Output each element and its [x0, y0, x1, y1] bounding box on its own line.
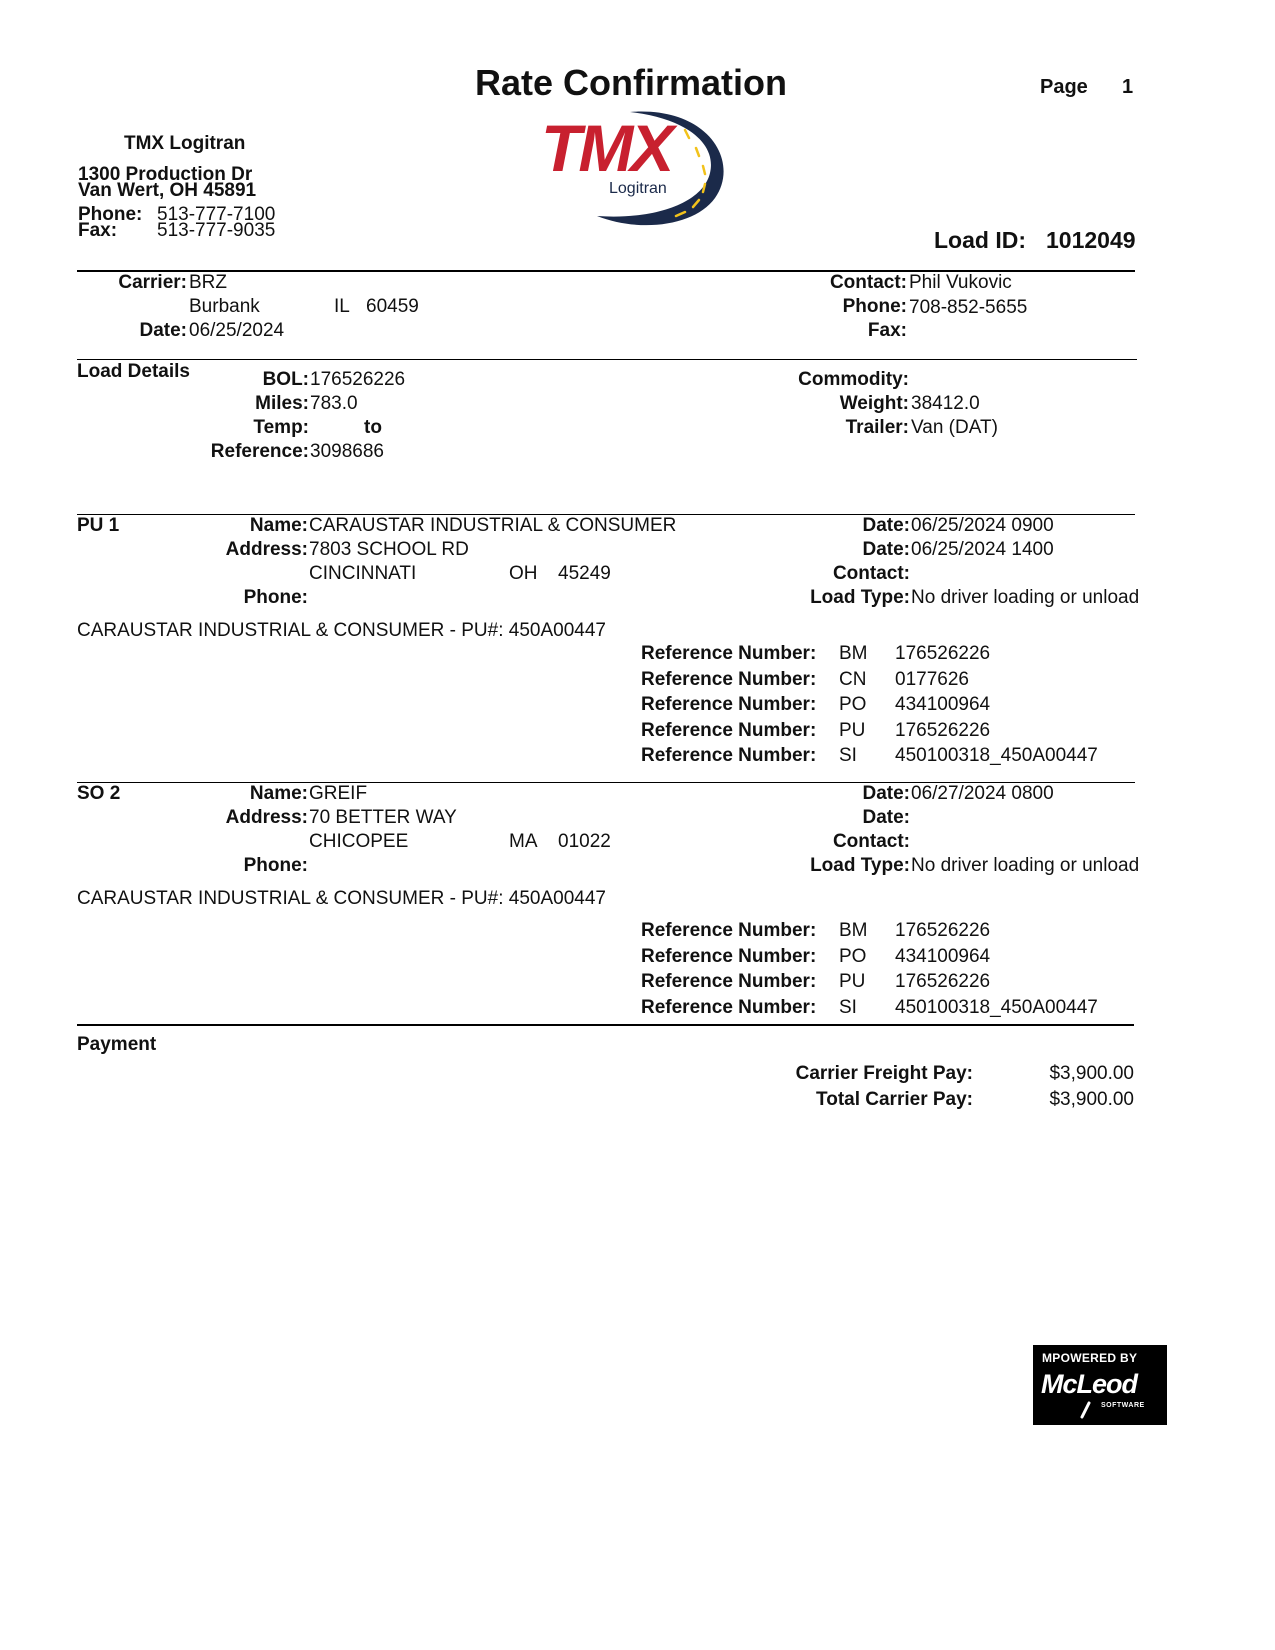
badge-slash-icon	[1077, 1401, 1095, 1419]
company-fax-label: Fax:	[78, 220, 118, 241]
reference-value: 450100318_450A00447	[895, 996, 1098, 1018]
reference-row	[641, 694, 1121, 720]
contact-label: Contact:	[829, 272, 907, 293]
pu1-name-label: Name:	[249, 515, 308, 536]
reference-label: Reference Number:	[641, 694, 817, 715]
pu1-note: CARAUSTAR INDUSTRIAL & CONSUMER - PU#: 450A00447	[77, 620, 606, 641]
so2-address: 70 BETTER WAY	[309, 807, 457, 828]
reference-code: CN	[839, 668, 867, 690]
page-title: Rate Confirmation	[475, 62, 788, 103]
miles-label: Miles:	[255, 393, 309, 414]
reference-code: PU	[839, 719, 866, 741]
carrier-state: IL	[334, 296, 350, 317]
so2-name-label: Name:	[249, 783, 308, 804]
contact-name: Phil Vukovic	[909, 272, 1012, 293]
reference-label: Reference Number:	[641, 643, 817, 664]
reference-row	[641, 920, 1121, 946]
reference-label: Reference Number:	[641, 745, 817, 766]
company-fax: 513-777-9035	[157, 220, 276, 241]
freight-pay-label: Carrier Freight Pay:	[795, 1063, 973, 1084]
carrier-fax-label: Fax:	[867, 320, 907, 341]
temp-to: to	[364, 417, 382, 438]
reference-row	[641, 669, 1121, 695]
pu1-date1-label: Date:	[862, 515, 910, 536]
carrier-city: Burbank	[189, 296, 260, 317]
total-pay-value: $3,900.00	[1049, 1089, 1134, 1110]
carrier-label: Carrier:	[118, 272, 187, 293]
bol-value: 176526226	[310, 369, 406, 390]
pu1-loadtype-label: Load Type:	[810, 587, 910, 608]
so2-address-label: Address:	[225, 807, 308, 828]
company-address-line1: 1300 Production Dr	[78, 164, 253, 185]
company-phone: 513-777-7100	[157, 204, 276, 225]
reference-label: Reference Number:	[641, 996, 817, 1018]
pu1-city: CINCINNATI	[309, 563, 417, 584]
so2-date1-label: Date:	[862, 783, 910, 804]
page-label: Page	[1040, 76, 1088, 98]
weight-value: 38412.0	[911, 393, 980, 414]
load-id-label: Load ID:	[934, 227, 1026, 253]
freight-pay-value: $3,900.00	[1049, 1063, 1134, 1084]
load-details-heading: Load Details	[77, 361, 190, 382]
weight-label: Weight:	[839, 393, 909, 414]
reference-label: Reference Number:	[641, 971, 817, 992]
reference-value: 0177626	[895, 668, 969, 690]
reference-code: PO	[839, 694, 867, 715]
logo-wordmark: TMX	[541, 111, 672, 185]
reference-label: Reference Number:	[641, 920, 817, 941]
reference-value: 434100964	[895, 694, 991, 715]
carrier-phone: 708-852-5655	[909, 297, 1028, 318]
total-pay-label: Total Carrier Pay:	[816, 1089, 973, 1110]
so2-name: GREIF	[309, 783, 368, 804]
pu1-contact-label: Contact:	[832, 563, 910, 584]
pu1-loadtype: No driver loading or unload	[911, 587, 1140, 608]
pu1-date1: 06/25/2024 0900	[911, 515, 1054, 536]
tmx-logo	[535, 108, 735, 233]
pu1-address: 7803 SCHOOL RD	[309, 539, 469, 560]
stop-code-pu1: PU 1	[77, 515, 120, 536]
reference-label: Reference Number:	[641, 945, 817, 967]
pu1-reference-list	[641, 643, 1121, 771]
reference-label: Reference Number:	[641, 668, 817, 690]
so2-loadtype: No driver loading or unload	[911, 855, 1140, 876]
stop-code-so2: SO 2	[77, 783, 121, 804]
carrier-phone-label: Phone:	[842, 296, 907, 317]
so2-reference-list	[641, 920, 1121, 1022]
reference-code: BM	[839, 643, 868, 664]
reference-value: 450100318_450A00447	[895, 745, 1098, 766]
so2-zip: 01022	[558, 831, 611, 852]
badge-brand: McLeod	[1041, 1369, 1138, 1399]
reference-row	[641, 997, 1121, 1023]
payment-heading: Payment	[77, 1034, 157, 1055]
reference-code: SI	[839, 745, 857, 766]
miles-value: 783.0	[310, 393, 358, 414]
so2-note: CARAUSTAR INDUSTRIAL & CONSUMER - PU#: 450A00447	[77, 888, 606, 909]
carrier-date: 06/25/2024	[189, 320, 285, 341]
company-phone-label: Phone:	[78, 204, 143, 225]
so2-date1: 06/27/2024 0800	[911, 783, 1054, 804]
reference-code: SI	[839, 996, 857, 1018]
pu1-state: OH	[509, 563, 538, 584]
carrier-zip: 60459	[366, 296, 419, 317]
trailer-value: Van (DAT)	[911, 417, 998, 438]
reference-row	[641, 643, 1121, 669]
logo-subtitle: Logitran	[609, 180, 667, 197]
carrier-date-label: Date:	[139, 320, 187, 341]
reference-value: 176526226	[895, 719, 991, 741]
so2-state: MA	[509, 831, 538, 852]
reference-row	[641, 720, 1121, 746]
reference-code: BM	[839, 920, 868, 941]
temp-label: Temp:	[253, 417, 309, 438]
so2-city: CHICOPEE	[309, 831, 409, 852]
page-number: 1	[1122, 76, 1134, 98]
commodity-label: Commodity:	[798, 369, 909, 390]
pu1-phone-label: Phone:	[243, 587, 308, 608]
pu1-date2-label: Date:	[862, 539, 910, 560]
pu1-address-label: Address:	[225, 539, 308, 560]
so2-loadtype-label: Load Type:	[810, 855, 910, 876]
pu1-date2: 06/25/2024 1400	[911, 539, 1054, 560]
reference-value: 434100964	[895, 945, 991, 967]
pu1-zip: 45249	[558, 563, 611, 584]
trailer-label: Trailer:	[845, 417, 909, 438]
pu1-name: CARAUSTAR INDUSTRIAL & CONSUMER	[309, 515, 677, 536]
reference-row	[641, 745, 1121, 771]
badge-top-text: MPOWERED BY	[1042, 1351, 1138, 1365]
load-id-value: 1012049	[1046, 227, 1136, 253]
reference-code: PO	[839, 945, 867, 967]
badge-sub: SOFTWARE	[1101, 1402, 1145, 1409]
reference-row	[641, 946, 1121, 972]
reference-label: Reference Number:	[641, 719, 817, 741]
so2-contact-label: Contact:	[832, 831, 910, 852]
reference-value: 176526226	[895, 971, 991, 992]
reference-label: Reference:	[210, 441, 309, 462]
reference-value: 3098686	[310, 441, 384, 462]
company-address-line2: Van Wert, OH 45891	[78, 180, 257, 201]
reference-row	[641, 971, 1121, 997]
reference-code: PU	[839, 971, 866, 992]
reference-value: 176526226	[895, 643, 991, 664]
carrier-name: BRZ	[189, 272, 227, 293]
divider-payment	[77, 1024, 1134, 1026]
so2-date2-label: Date:	[862, 807, 910, 828]
company-name: TMX Logitran	[124, 133, 246, 154]
divider-carrier	[77, 359, 1137, 360]
bol-label: BOL:	[262, 369, 309, 390]
reference-value: 176526226	[895, 920, 991, 941]
mcleod-badge	[1033, 1345, 1167, 1425]
so2-phone-label: Phone:	[243, 855, 308, 876]
